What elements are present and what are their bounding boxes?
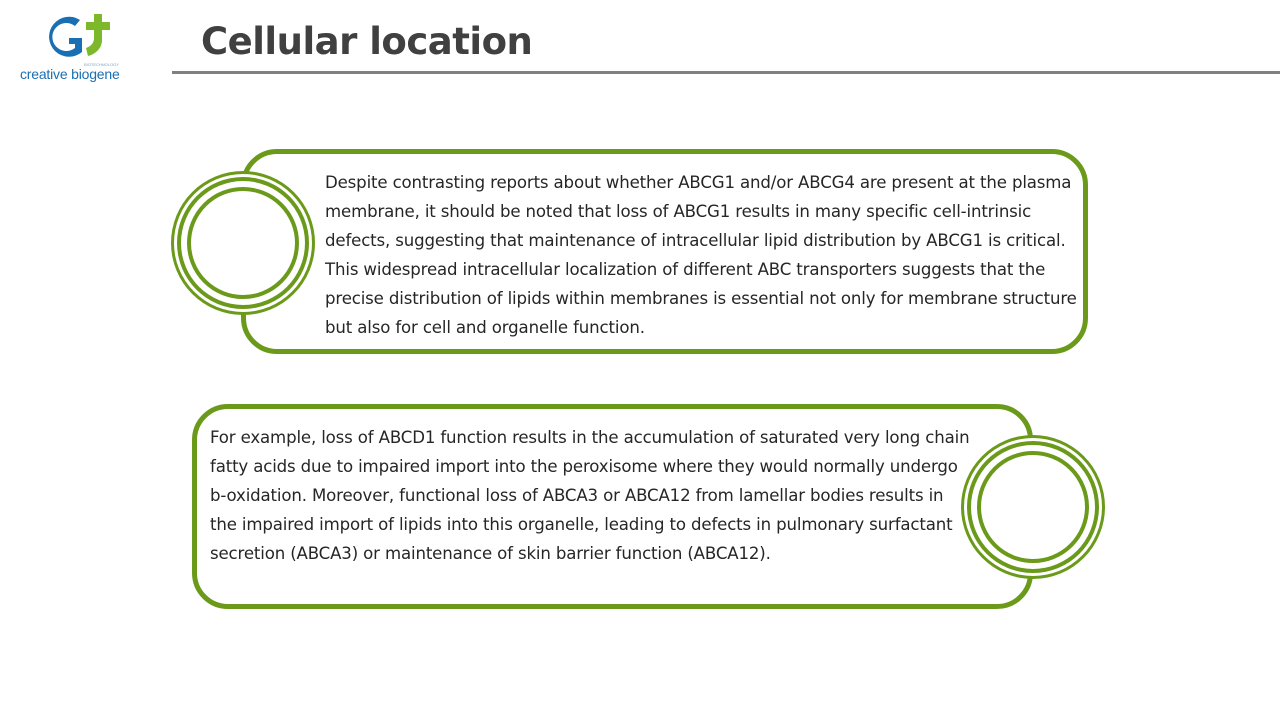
logo-text: creative biogene	[20, 66, 120, 82]
page-title: Cellular location	[201, 20, 533, 63]
title-divider	[172, 71, 1280, 74]
decorative-circle-2	[971, 445, 1095, 569]
decorative-circle-1	[181, 181, 305, 305]
info-card-1	[241, 149, 1088, 354]
company-logo	[18, 12, 138, 84]
creative-biogene-logo-icon	[42, 12, 114, 62]
info-card-2-text: For example, loss of ABCD1 function results in the accumulation of saturated very long chain fatty acids due to impaired import into the peroxisome where they would normally undergo b-oxidation. Moreover, functional loss of ABCA3 or ABCA12 from lamellar bodies results in the impaired import of lipids into this organelle, leading to defects in pulmonary surfactant secretion (ABCA3) or maintenance of skin barrier function (ABCA12).	[210, 428, 970, 563]
logo-tagline: BIOTECHNOLOGY	[84, 62, 119, 67]
info-card-2	[192, 404, 1033, 609]
info-card-1-text: Despite contrasting reports about whether ABCG1 and/or ABCG4 are present at the plasma membrane, it should be noted that loss of ABCG1 results in many specific cell-intrinsic defects, suggesting that maintenance of intracellular lipid distribution by ABCG1 is critical. This widespread intracellular localization of different ABC transporters suggests that the precise distribution of lipids within membranes is essential not only for membrane structure but also for cell and organelle function.	[325, 173, 1077, 337]
